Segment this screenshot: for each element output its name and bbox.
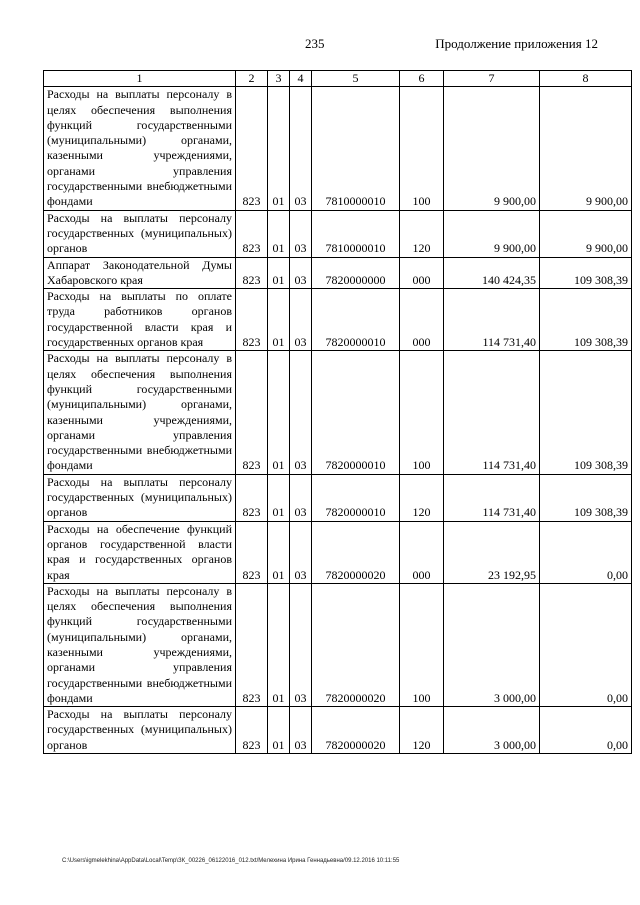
cell-amount-2018: 9 900,00 bbox=[540, 210, 632, 257]
cell-ministry-code: 823 bbox=[236, 474, 268, 521]
table-row bbox=[44, 583, 632, 706]
column-header: 6 bbox=[400, 71, 444, 87]
cell-expense-type: 120 bbox=[400, 474, 444, 521]
cell-target-article: 7820000010 bbox=[312, 474, 400, 521]
cell-target-article: 7820000020 bbox=[312, 707, 400, 754]
cell-section: 01 bbox=[268, 583, 290, 706]
file-path-footer: C:\Users\igmelekhina\AppData\Local\Temp\ЗК_00226_06122016_012.txt/Мелехина Ирина Геннадьевна/09.12.2016 10:11:55 bbox=[62, 858, 400, 864]
cell-ministry-code: 823 bbox=[236, 257, 268, 289]
cell-target-article: 7820000010 bbox=[312, 351, 400, 474]
cell-subsection: 03 bbox=[290, 474, 312, 521]
cell-amount-2017: 140 424,35 bbox=[444, 257, 540, 289]
cell-ministry-code: 823 bbox=[236, 707, 268, 754]
row-description: Расходы на выплаты персоналу в целях обеспечения выполнения функций государственными (муниципальными) органами, казенными учреждениями, органами управления государственными внебюджетными фондами bbox=[44, 351, 236, 474]
cell-ministry-code: 823 bbox=[236, 87, 268, 210]
cell-subsection: 03 bbox=[290, 210, 312, 257]
column-header: 8 bbox=[540, 71, 632, 87]
row-description: Аппарат Законодательной Думы Хабаровского края bbox=[44, 257, 236, 289]
cell-subsection: 03 bbox=[290, 351, 312, 474]
cell-amount-2018: 0,00 bbox=[540, 583, 632, 706]
cell-expense-type: 000 bbox=[400, 289, 444, 351]
cell-subsection: 03 bbox=[290, 707, 312, 754]
table-row bbox=[44, 474, 632, 521]
cell-section: 01 bbox=[268, 521, 290, 583]
budget-table bbox=[43, 70, 632, 754]
cell-subsection: 03 bbox=[290, 583, 312, 706]
cell-subsection: 03 bbox=[290, 521, 312, 583]
row-description: Расходы на выплаты персоналу государственных (муниципальных) органов bbox=[44, 210, 236, 257]
cell-target-article: 7810000010 bbox=[312, 87, 400, 210]
cell-subsection: 03 bbox=[290, 289, 312, 351]
cell-amount-2017: 9 900,00 bbox=[444, 210, 540, 257]
row-description: Расходы на выплаты персоналу в целях обеспечения выполнения функций государственными (муниципальными) органами, казенными учреждениями, органами управления государственными внебюджетными фондами bbox=[44, 87, 236, 210]
row-description: Расходы на выплаты по оплате труда работников органов государственной власти края и государственных органов края bbox=[44, 289, 236, 351]
cell-section: 01 bbox=[268, 474, 290, 521]
table-row bbox=[44, 210, 632, 257]
cell-target-article: 7820000020 bbox=[312, 583, 400, 706]
cell-section: 01 bbox=[268, 87, 290, 210]
cell-expense-type: 120 bbox=[400, 210, 444, 257]
cell-amount-2017: 9 900,00 bbox=[444, 87, 540, 210]
column-header: 5 bbox=[312, 71, 400, 87]
cell-expense-type: 100 bbox=[400, 583, 444, 706]
cell-amount-2018: 109 308,39 bbox=[540, 289, 632, 351]
cell-amount-2018: 9 900,00 bbox=[540, 87, 632, 210]
cell-target-article: 7810000010 bbox=[312, 210, 400, 257]
cell-amount-2018: 109 308,39 bbox=[540, 474, 632, 521]
cell-ministry-code: 823 bbox=[236, 351, 268, 474]
page-header bbox=[0, 36, 640, 56]
cell-amount-2017: 3 000,00 bbox=[444, 707, 540, 754]
cell-subsection: 03 bbox=[290, 87, 312, 210]
table-row bbox=[44, 289, 632, 351]
cell-amount-2018: 109 308,39 bbox=[540, 351, 632, 474]
table-row bbox=[44, 707, 632, 754]
column-header: 2 bbox=[236, 71, 268, 87]
cell-amount-2018: 0,00 bbox=[540, 521, 632, 583]
cell-ministry-code: 823 bbox=[236, 583, 268, 706]
cell-amount-2017: 114 731,40 bbox=[444, 474, 540, 521]
row-description: Расходы на выплаты персоналу в целях обеспечения выполнения функций государственными (муниципальными) органами, казенными учреждениями, органами управления государственными внебюджетными фондами bbox=[44, 583, 236, 706]
cell-amount-2018: 109 308,39 bbox=[540, 257, 632, 289]
cell-amount-2017: 3 000,00 bbox=[444, 583, 540, 706]
row-description: Расходы на обеспечение функций органов государственной власти края и государственных органов края bbox=[44, 521, 236, 583]
page-number: 235 bbox=[305, 36, 325, 51]
cell-section: 01 bbox=[268, 257, 290, 289]
cell-expense-type: 100 bbox=[400, 351, 444, 474]
row-description: Расходы на выплаты персоналу государственных (муниципальных) органов bbox=[44, 474, 236, 521]
cell-ministry-code: 823 bbox=[236, 210, 268, 257]
cell-target-article: 7820000010 bbox=[312, 289, 400, 351]
cell-section: 01 bbox=[268, 210, 290, 257]
column-header: 1 bbox=[44, 71, 236, 87]
cell-subsection: 03 bbox=[290, 257, 312, 289]
cell-ministry-code: 823 bbox=[236, 521, 268, 583]
cell-target-article: 7820000000 bbox=[312, 257, 400, 289]
cell-target-article: 7820000020 bbox=[312, 521, 400, 583]
cell-ministry-code: 823 bbox=[236, 289, 268, 351]
table-row bbox=[44, 521, 632, 583]
cell-section: 01 bbox=[268, 707, 290, 754]
cell-expense-type: 000 bbox=[400, 257, 444, 289]
table-row bbox=[44, 257, 632, 289]
column-header: 7 bbox=[444, 71, 540, 87]
table-row bbox=[44, 87, 632, 210]
cell-amount-2018: 0,00 bbox=[540, 707, 632, 754]
cell-amount-2017: 23 192,95 bbox=[444, 521, 540, 583]
table-row bbox=[44, 351, 632, 474]
cell-expense-type: 000 bbox=[400, 521, 444, 583]
row-description: Расходы на выплаты персоналу государственных (муниципальных) органов bbox=[44, 707, 236, 754]
cell-expense-type: 100 bbox=[400, 87, 444, 210]
column-header: 3 bbox=[268, 71, 290, 87]
cell-section: 01 bbox=[268, 289, 290, 351]
cell-expense-type: 120 bbox=[400, 707, 444, 754]
column-header: 4 bbox=[290, 71, 312, 87]
table-header-row bbox=[44, 71, 632, 87]
cell-amount-2017: 114 731,40 bbox=[444, 351, 540, 474]
cell-amount-2017: 114 731,40 bbox=[444, 289, 540, 351]
cell-section: 01 bbox=[268, 351, 290, 474]
continuation-label: Продолжение приложения 12 bbox=[435, 36, 598, 51]
